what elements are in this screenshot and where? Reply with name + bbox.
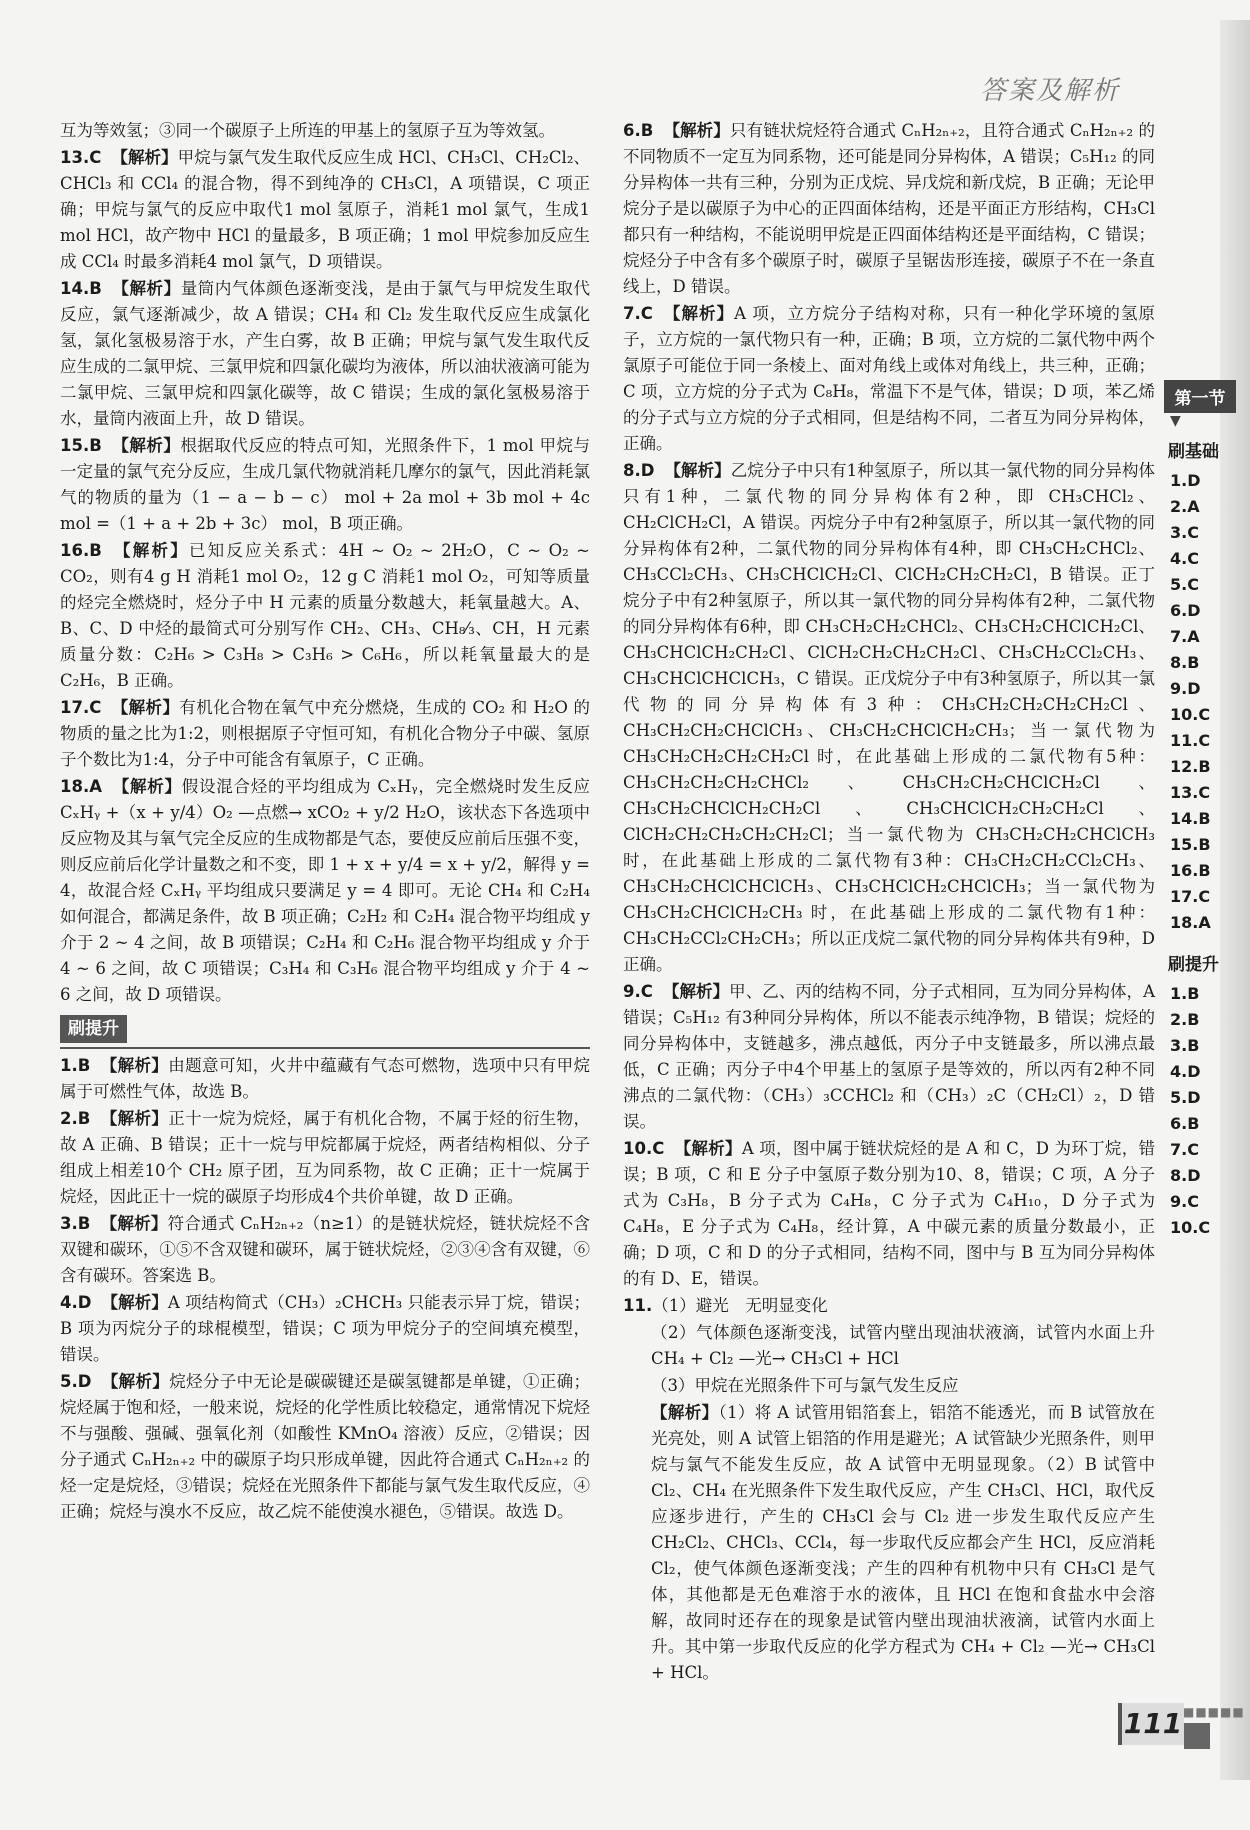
analysis-text: （2）气体颜色逐渐变浅，试管内壁出现油状液滴，试管内水面上升 CH₄ + Cl₂ —光→ CH₃Cl + HCl bbox=[651, 1323, 1172, 1368]
analysis-text: 乙烷分子中只有1种氢原子，所以其一氯代物的同分异构体只有1种，二氯代物的同分异构体有2种，即 CH₃CHCl₂、CH₂ClCH₂Cl，A 错误。丙烷分子中有2种氢原子，所以其一氯代物的同分异构体有2种，二氯代物的同分异构体有4种，即 CH₃CH₂CHCl₂、CH₃CCl₂CH₃、CH₃CHClCH₂Cl、ClCH₂CH₂CH₂Cl，B 错误。正丁烷分子中有2种氢原子，所以其一氯代物的同分异构体有2种，二氯代物的同分异构体有6种，即 CH₃CH₂CH₂CHCl₂、CH₃CH₂CHClCH₂Cl、CH₃CHClCH₂CH₂Cl、ClCH₂CH₂CH₂CH₂Cl、CH₃CH₂CCl₂CH₃、CH₃CHClCHClCH₃，C 错误。正戊烷分子中有3种氢原子，所以其一氯代物的同分异构体有3种：CH₃CH₂CH₂CH₂CH₂Cl、CH₃CH₂CH₂CHClCH₃、CH₃CH₂CHClCH₂CH₃；当一氯代物为 CH₃CH₂CH₂CH₂CH₂Cl 时，在此基础上形成的二氯代物有5种：CH₃CH₂CH₂CH₂CHCl₂、CH₃CH₂CH₂CHClCH₂Cl、CH₃CH₂CHClCH₂CH₂Cl、CH₃CHClCH₂CH₂CH₂Cl、ClCH₂CH₂CH₂CH₂CH₂Cl；当一氯代物为 CH₃CH₂CH₂CHClCH₃ 时，在此基础上形成的二氯代物有3种：CH₃CH₂CH₂CCl₂CH₃、CH₃CH₂CHClCHClCH₃、CH₃CHClCH₂CHClCH₃；当一氯代物为 CH₃CH₂CHClCH₂CH₃ 时，在此基础上形成的二氯代物有1种：CH₃CH₂CCl₂CH₂CH₃；所以正戊烷二氯代物的同分异构体共有9种，D 正确。 bbox=[623, 461, 1156, 974]
answer-entry bbox=[623, 1320, 1172, 1372]
answer-entry bbox=[60, 774, 590, 1008]
answer-entry bbox=[623, 1136, 1155, 1292]
analysis-tag: 【解析】 bbox=[100, 1109, 169, 1128]
sidebar-answer: 1.D bbox=[1170, 471, 1201, 490]
analysis-text: （1）将 A 试管用铝箔套上，铝箔不能透光，而 B 试管放在光亮处，则 A 试管上铝箔的作用是避光；A 试管缺少光照条件，则甲烷与氯气不能发生反应，故 A 试管中无明显现象。（2）B 试管中 Cl₂、CH₄ 在光照条件下发生取代反应，产生 CH₃Cl、HCl，取代反应逐步进行，产生的 CH₃Cl 会与 Cl₂ 进一步发生取代反应产生 CH₂Cl₂、CHCl₃、CCl₄，每一步取代反应都会产生 HCl，反应消耗 Cl₂，使气体颜色逐渐变浅；产生的四种有机物中只有 CH₃Cl 是气体，其他都是无色难溶于水的液体，且 HCl 在饱和食盐水中会溶解，故同时还存在的现象是试管内壁出现油状液滴，试管内水面上升。其中第一步取代反应的化学方程式为 CH₄ + Cl₂ —光→ CH₃Cl + HCl。 bbox=[651, 1403, 1155, 1682]
answer-entry bbox=[60, 1369, 590, 1525]
analysis-text: 根据取代反应的特点可知，光照条件下，1 mol 甲烷与一定量的氯气充分反应，生成几氯代物就消耗几摩尔的氯气，因此消耗氯气的物质的量为（1 − a − b − c） mol + 2a mol + 3b mol + 4c mol =（1 + a + 2b + 3c） mol，B 项正确。 bbox=[60, 436, 590, 533]
analysis-text: 由题意可知，火井中蕴藏有气态可燃物，选项中只有甲烷属于可燃性气体，故选 B。 bbox=[60, 1056, 591, 1101]
question-number: 1. bbox=[60, 1056, 78, 1075]
answer-entry bbox=[60, 118, 590, 144]
analysis-text: 假设混合烃的平均组成为 CₓHᵧ，完全燃烧时发生反应 CₓHᵧ +（x + y/4）O₂ —点燃→ xCO₂ + y/2 H₂O，该状态下各选项中反应物及其与氧气完全反应的生成物都是气态，要使反应前后压强不变，则反应前后化学计量数之和不变，即 1 + x + y/4 = x + y/2，解得 y = 4，故混合烃 CₓHᵧ 平均组成只要满足 y = 4 即可。无论 CH₄ 和 C₂H₄ 如何混合，都满足条件，故 B 项正确；C₂H₂ 和 C₂H₄ 混合物平均组成 y 介于 2 ~ 4 之间，故 B 项错误；C₂H₄ 和 C₂H₆ 混合物平均组成 y 介于 4 ~ 6 之间，故 C 项错误；C₃H₄ 和 C₃H₆ 混合物平均组成 y 介于 4 ~ 6 之间，故 D 项错误。 bbox=[60, 777, 591, 1004]
answer-entry bbox=[60, 145, 590, 275]
answer-letter: C bbox=[640, 304, 653, 323]
analysis-text: 甲、乙、丙的结构不同，分子式相同，互为同分异构体，A 错误；C₅H₁₂ 有3种同分异构体，所以不能表示纯净物，B 错误；烷烃的同分异构体中，支链越多，沸点越低，丙分子中支链最多，所以沸点最低，C 正确；丙分子中4个甲基上的氢原子是等效的，所以丙有2种不同沸点的二氯代物：（CH₃）₃CCHCl₂ 和（CH₃）₂C（CH₂Cl）₂，D 错误。 bbox=[623, 982, 1156, 1131]
sidebar-answer: 15.B bbox=[1170, 835, 1211, 854]
question-number: 4. bbox=[60, 1293, 78, 1312]
sidebar-answer: 4.C bbox=[1170, 549, 1199, 568]
right-column bbox=[623, 118, 1172, 1687]
answer-letter: B bbox=[77, 1214, 91, 1233]
question-number: 3. bbox=[60, 1214, 78, 1233]
analysis-tag: 【解析】 bbox=[111, 279, 181, 298]
answer-letter: B bbox=[89, 279, 102, 298]
analysis-text: 已知反应关系式：4H ~ O₂ ~ 2H₂O，C ~ O₂ ~ CO₂，则有4 g H 消耗1 mol O₂，12 g C 消耗1 mol O₂，可知等质量的烃完全燃烧时，烃分子中 H 元素的质量分数越大，耗氧量越大。A、B、C、D 中烃的最简式可分别写作 CH₂、CH₃、CH₈⁄₃、CH，H 元素质量分数：C₂H₆ > C₃H₈ > C₃H₆ > C₆H₆，所以耗氧量最大的是 C₂H₆，B 正确。 bbox=[60, 541, 591, 690]
sidebar-answer: 10.C bbox=[1170, 705, 1211, 724]
question-number: 16. bbox=[60, 541, 90, 560]
sidebar-answer: 6.D bbox=[1170, 601, 1201, 620]
sidebar-answer: 3.C bbox=[1170, 523, 1199, 542]
analysis-tag: 【解析】 bbox=[664, 461, 731, 480]
question-number: 18. bbox=[60, 777, 90, 796]
page-number: 111 bbox=[1118, 1703, 1184, 1745]
answer-sidebar bbox=[1164, 380, 1234, 1241]
sidebar-answer: 7.C bbox=[1170, 1140, 1199, 1159]
analysis-text: 符合通式 CₙH₂ₙ₊₂（n≥1）的是链状烷烃，链状烷烃不含双键和碳环，①⑤不含双键和碳环，属于链状烷烃，②③④含有双键，⑥含有碳环。答案选 B。 bbox=[60, 1214, 590, 1285]
question-number: 10. bbox=[623, 1139, 653, 1158]
sidebar-answer: 9.C bbox=[1170, 1192, 1199, 1211]
question-number: 15. bbox=[60, 436, 90, 455]
sidebar-answer: 7.A bbox=[1170, 627, 1200, 646]
question-number: 6. bbox=[623, 121, 641, 140]
sidebar-answer: 4.D bbox=[1170, 1062, 1201, 1081]
analysis-text: 正十一烷为烷烃，属于有机化合物，不属于烃的衍生物，故 A 正确、B 错误；正十一烷与甲烷都属于烷烃，两者结构相似、分子组成上相差10个 CH₂ 原子团，互为同系物，故 C 正确；正十一烷属于烷烃，因此正十一烷的碳原子均形成4个共价单键，故 D 正确。 bbox=[60, 1109, 591, 1206]
page-header: 答案及解析 bbox=[979, 76, 1120, 106]
analysis-text: A 项，立方烷分子结构对称，只有一种化学环境的氢原子，立方烷的一氯代物只有一种，正确；B 项，立方烷的二氯代物中两个氯原子可能位于同一条棱上、面对角线上或体对角线上，共三种，正确；C 项，立方烷的分子式为 C₈H₈，常温下不是气体，错误；D 项，苯乙烯的分子式与立方烷的分子式相同，但是结构不同，二者互为同分异构体，正确。 bbox=[623, 304, 1155, 453]
left-column bbox=[60, 118, 590, 1526]
page-corner-block bbox=[1184, 1723, 1210, 1749]
analysis-tag: 【解析】 bbox=[651, 1403, 719, 1422]
sidebar-answer: 8.D bbox=[1170, 1166, 1201, 1185]
analysis-text: （3）甲烷在光照条件下可与氯气发生反应 bbox=[651, 1376, 959, 1395]
sidebar-answer: 16.B bbox=[1170, 861, 1211, 880]
answer-letter: D bbox=[640, 461, 655, 480]
sidebar-answer: 2.A bbox=[1170, 497, 1200, 516]
answer-entry bbox=[623, 1373, 1155, 1399]
analysis-tag: 【解析】 bbox=[111, 698, 180, 717]
analysis-tag: 【解析】 bbox=[662, 982, 730, 1001]
answer-letter: B bbox=[89, 436, 102, 455]
answer-entry bbox=[623, 301, 1155, 457]
sidebar-answer: 5.D bbox=[1170, 1088, 1201, 1107]
answer-letter: B bbox=[640, 121, 654, 140]
analysis-tag: 【解析】 bbox=[101, 1372, 170, 1391]
answer-letter: B bbox=[77, 1109, 91, 1128]
analysis-tag: 【解析】 bbox=[111, 436, 181, 455]
analysis-tag: 【解析】 bbox=[663, 121, 730, 140]
answer-entry bbox=[623, 1293, 1155, 1319]
sidebar-answer: 13.C bbox=[1170, 783, 1211, 802]
tab-arrow-icon: ▼ bbox=[1170, 413, 1181, 429]
question-number: 5. bbox=[60, 1372, 78, 1391]
basic-answer-list bbox=[1164, 468, 1234, 936]
question-number: 7. bbox=[623, 304, 641, 323]
answer-entry bbox=[60, 695, 590, 773]
question-number: 14. bbox=[60, 279, 90, 298]
sidebar-answer: 8.B bbox=[1170, 653, 1200, 672]
analysis-tag: 【解析】 bbox=[111, 541, 189, 560]
analysis-text: 甲烷与氯气发生取代反应生成 HCl、CH₃Cl、CH₂Cl₂、CHCl₃ 和 CCl₄ 的混合物，得不到纯净的 CH₃Cl，A 项错误，C 项正确；甲烷与氯气的反应中取代1 mol 氢原子，消耗1 mol 氯气，生成1 mol HCl，故产物中 HCl 的量最多，B 项正确；1 mol 甲烷参加反应生成 CCl₄ 时最多消耗4 mol 氯气，D 项错误。 bbox=[60, 148, 591, 271]
analysis-text: 只有链状烷烃符合通式 CₙH₂ₙ₊₂，且符合通式 CₙH₂ₙ₊₂ 的不同物质不一定互为同系物，还可能是同分异构体，A 错误；C₅H₁₂ 的同分异构体一共有三种，分别为正戊烷、异戊烷和新戊烷，B 正确；无论甲烷分子是以碳原子为中心的正四面体结构，还是平面正方形结构，CH₃Cl 都只有一种结构，不能说明甲烷是正四面体结构还是平面结构，C 错误；烷烃分子中含有多个碳原子时，碳原子呈锯齿形连接，碳原子不在一条直线上，D 错误。 bbox=[623, 121, 1155, 296]
question-number: 8. bbox=[623, 461, 641, 480]
answer-entry bbox=[623, 979, 1155, 1135]
answer-letter: D bbox=[77, 1372, 92, 1391]
question-number: 11. bbox=[623, 1296, 653, 1315]
analysis-tag: 【解析】 bbox=[111, 148, 178, 167]
question-number: 9. bbox=[623, 982, 641, 1001]
analysis-text: 有机化合物在氧气中充分燃烧，生成的 CO₂ 和 H₂O 的物质的量之比为1:2，则根据原子守恒可知，有机化合物分子中碳、氢原子个数比为1:4，分子中可能含有氧原子，C 正确。 bbox=[60, 698, 590, 769]
answer-letter: B bbox=[89, 541, 102, 560]
advanced-group-title: 刷提升 bbox=[1168, 955, 1219, 975]
basic-group-title: 刷基础 bbox=[1168, 442, 1219, 462]
answer-entry bbox=[623, 458, 1155, 978]
answer-letter: A bbox=[89, 777, 103, 796]
page-dots-decoration: ■■■■■ bbox=[1183, 1705, 1245, 1719]
analysis-text: 量筒内气体颜色逐渐变浅，是由于氯气与甲烷发生取代反应，氯气逐渐减少，故 A 错误；CH₄ 和 Cl₂ 发生取代反应生成氯化氢，氯化氢极易溶于水，产生白雾，故 B 正确；甲烷与氯气发生取代反应生成的二氯甲烷、三氯甲烷和四氯化碳均为液体，所以油状液滴可能为二氯甲烷、三氯甲烷和四氯化碳等，故 C 错误；生成的氯化氢极易溶于水，量筒内液面上升，故 D 错误。 bbox=[60, 279, 590, 428]
sidebar-answer: 11.C bbox=[1170, 731, 1211, 750]
analysis-tag: 【解析】 bbox=[101, 1293, 168, 1312]
question-number: 2. bbox=[60, 1109, 78, 1128]
analysis-tag: 【解析】 bbox=[100, 1214, 168, 1233]
answer-entry bbox=[60, 538, 590, 694]
advanced-answer-list bbox=[1164, 981, 1234, 1241]
answer-entry bbox=[623, 1400, 1155, 1686]
analysis-text: A 项，图中属于链状烷烃的是 A 和 C，D 为环丁烷，错误；B 项，C 和 E 分子中氢原子数分别为10、8，错误；C 项，A 分子式为 C₃H₈，B 分子式为 C₄H₈，C 分子式为 C₄H₁₀，D 分子式为 C₄H₈，E 分子式为 C₄H₈，经计算，A 中碳元素的质量分数最小，正确；D 项，C 和 D 的分子式相同，结构不同，图中与 B 互为同分异构体的有 D、E，错误。 bbox=[623, 1139, 1156, 1288]
answer-letter: C bbox=[89, 148, 102, 167]
analysis-text: （1）避光 无明显变化 bbox=[652, 1296, 828, 1315]
question-number: 17. bbox=[60, 698, 90, 717]
sidebar-answer: 3.B bbox=[1170, 1036, 1200, 1055]
analysis-tag: 【解析】 bbox=[674, 1139, 742, 1158]
answer-entry bbox=[623, 118, 1155, 300]
question-number: 13. bbox=[60, 148, 90, 167]
sidebar-answer: 14.B bbox=[1170, 809, 1211, 828]
answer-letter: C bbox=[89, 698, 102, 717]
answer-entry bbox=[60, 1106, 590, 1210]
answer-letter: C bbox=[640, 982, 653, 1001]
section-tab: 第一节 bbox=[1164, 380, 1236, 413]
analysis-text: A 项结构简式（CH₃）₂CHCH₃ 只能表示异丁烷，错误；B 项为丙烷分子的球棍模型，错误；C 项为甲烷分子的空间填充模型，错误。 bbox=[60, 1293, 590, 1364]
sidebar-answer: 1.B bbox=[1170, 984, 1200, 1003]
answer-letter: C bbox=[652, 1139, 665, 1158]
answer-letter: D bbox=[77, 1293, 92, 1312]
sidebar-answer: 2.B bbox=[1170, 1010, 1200, 1029]
sidebar-answer: 18.A bbox=[1170, 913, 1211, 932]
analysis-text: 烷烃分子中无论是碳碳键还是碳氢键都是单键，①正确；烷烃属于饱和烃，一般来说，烷烃的化学性质比较稳定，通常情况下烷烃不与强酸、强碱、强氧化剂（如酸性 KMnO₄ 溶液）反应，②错误；因分子通式 CₙH₂ₙ₊₂ 中的碳原子均只形成单键，因此符合通式 CₙH₂ₙ₊₂ 的烃一定是烷烃，③错误；烷烃在光照条件下都能与氯气发生取代反应，④正确；烷烃与溴水不反应，故乙烷不能使溴水褪色，⑤错误。故选 D。 bbox=[60, 1372, 591, 1521]
analysis-tag: 【解析】 bbox=[100, 1056, 169, 1075]
sidebar-answer: 10.C bbox=[1170, 1218, 1211, 1237]
answer-entry bbox=[60, 433, 590, 537]
analysis-tag: 【解析】 bbox=[112, 777, 182, 796]
answer-entry bbox=[60, 1053, 590, 1105]
section-heading: 刷提升 bbox=[60, 1015, 127, 1043]
sidebar-answer: 6.B bbox=[1170, 1114, 1200, 1133]
answer-letter: B bbox=[77, 1056, 91, 1075]
answer-entry bbox=[60, 1211, 590, 1289]
sidebar-answer: 17.C bbox=[1170, 887, 1211, 906]
answer-entry bbox=[60, 276, 590, 432]
sidebar-answer: 9.D bbox=[1170, 679, 1201, 698]
sidebar-answer: 5.C bbox=[1170, 575, 1199, 594]
sidebar-answer: 12.B bbox=[1170, 757, 1211, 776]
section-divider bbox=[60, 1009, 590, 1049]
analysis-tag: 【解析】 bbox=[662, 304, 735, 323]
answer-entry bbox=[60, 1290, 590, 1368]
analysis-text: 互为等效氢；③同一个碳原子上所连的甲基上的氢原子互为等效氢。 bbox=[60, 121, 555, 140]
